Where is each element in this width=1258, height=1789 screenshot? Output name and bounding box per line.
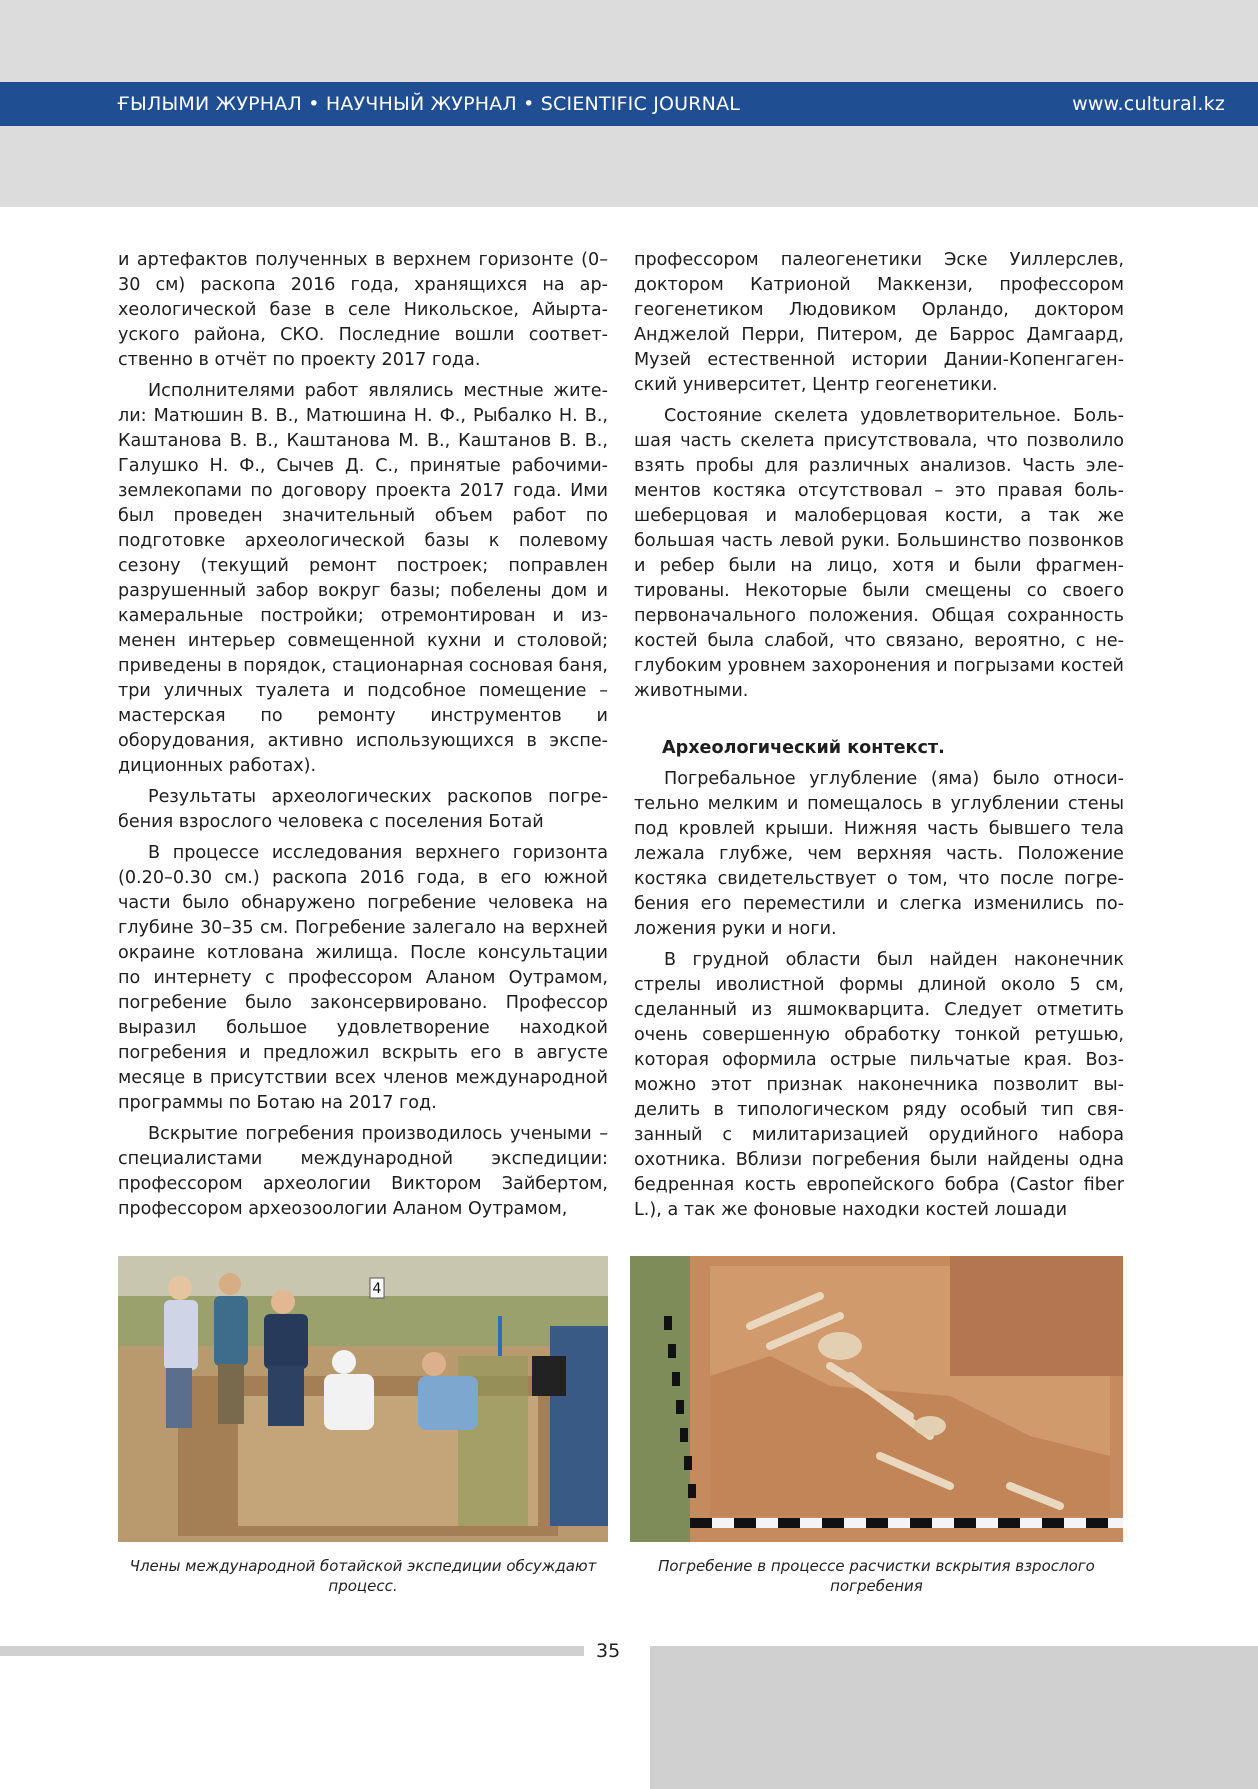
footer-gray-block [650,1646,1258,1789]
paragraph: В процессе исследования верхнего горизонта (0.20–0.30 см.) раскопа 2016 года, в его южной части было обнаружено погребение человека на глубине 30–35 см. Погребение залегало на верхней окраине котлована жилища. После консультации по интернету с профессором Аланом Оутрамом, погребение было законсервировано. Профессор выразил большое удовлетворение находкой погребения и предложил вскрыть его в августе месяце в присутствии всех членов международной программы по Ботаю на 2017 год. [118,843,608,1113]
paragraph: Состояние скелета удовлетворительное. Большая часть скелета присутствовала, что позволило взять пробы для различных анализов. Часть элементов костяка отсутствовал – это правая большеберцовая и малоберцовая кости, а так же большая часть левой руки. Большинство позвонков и ребер были на лицо, хотя и были фрагментированы. Некоторые были смещены со своего первоначального положения. Общая сохранность костей была слабой, что связано, вероятно, с неглубоким уровнем захоронения и погрызами костей животными. [634,406,1124,701]
paragraph: Погребальное углубление (яма) было относительно мелким и помещалось в углублении стены под кровлей крыши. Нижняя часть бывшего тела лежала глубже, чем верхняя часть. Положение костяка свидетельствует о том, что после погребения его переместили и слегка изменились положения руки и ноги. [634,769,1124,939]
expedition-photo-image [118,1256,608,1542]
excavation-sign-number: 4 [372,1281,382,1297]
journal-website: www.cultural.kz [1072,93,1225,115]
footer-divider [0,1646,584,1656]
figure-caption-right: Погребение в процессе расчистки вскрытия взрослого погребения [658,1557,1095,1595]
paragraph: В грудной области был найден наконечник стрелы иволистной формы длиной около 5 см, сделанный из яшмокварцита. Следует отметить очень совершенную обработку тонкой ретушью, которая оформила острые пильчатые края. Возможно этот признак наконечника позволит выделить в типологическом ряду особый тип связанный с милитаризацией орудийного набора охотника. Вблизи погребения были найдены одна бедренная кость европейского бобра (Castor fiber L.), а так же фоновые находки костей лошади [634,950,1124,1220]
journal-header-bar [0,82,1258,126]
section-heading: Археологический контекст. [662,738,945,758]
paragraph: и артефактов полученных в верхнем горизонте (0–30 см) раскопа 2016 года, хранящихся на археологической базе в селе Никольское, Айыртауского района, СКО. Последние вошли соответственно в отчёт по проекту 2017 года. [118,250,608,370]
burial-photo [630,1256,1123,1542]
expedition-photo [118,1256,608,1542]
paragraph: Исполнителями работ являлись местные жители: Матюшин В. В., Матюшина Н. Ф., Рыбалко Н. В., Каштанова В. В., Каштанова М. В., Каштанов В. В., Галушко Н. Ф., Сычев Д. С., принятые рабочими-землекопами по договору проекта 2017 года. Ими был проведен значительный объем работ по подготовке археологической базы к полевому сезону (текущий ремонт построек; поправлен разрушенный забор вокруг базы; побелены дом и камеральные постройки; отремонтирован и изменен интерьер совмещенной кухни и столовой; приведены в порядок, стационарная сосновая баня, три уличных туалета и подсобное помещение – мастерская по ремонту инструментов и оборудования, активно использующихся в экспедиционных работах). [118,381,608,776]
figure-caption-left: Члены международной ботайской экспедиции обсуждают процесс. [129,1557,597,1595]
paragraph: Результаты археологических раскопов погребения взрослого человека с поселения Ботай [118,787,608,832]
journal-title: ҒЫЛЫМИ ЖУРНАЛ • НАУЧНЫЙ ЖУРНАЛ • SCIENTIFIC JOURNAL [117,93,741,115]
burial-photo-image [630,1256,1123,1542]
page-number: 35 [596,1640,621,1662]
right-text-column [634,248,1124,1229]
paragraph: профессором палеогенетики Эске Уиллерслев, доктором Катрионой Маккензи, профессором геогенетиком Людовиком Орландо, доктором Анджелой Перри, Питером, де Баррос Дамгаард, Музей естественной истории Дании-Копенгагенский университет, Центр геогенетики. [634,250,1124,395]
left-text-column [118,248,608,1228]
paragraph: Вскрытие погребения производилось учеными – специалистами международной экспедиции: профессором археологии Виктором Зайбертом, профессором археозоологии Аланом Оутрамом, [118,1124,608,1219]
